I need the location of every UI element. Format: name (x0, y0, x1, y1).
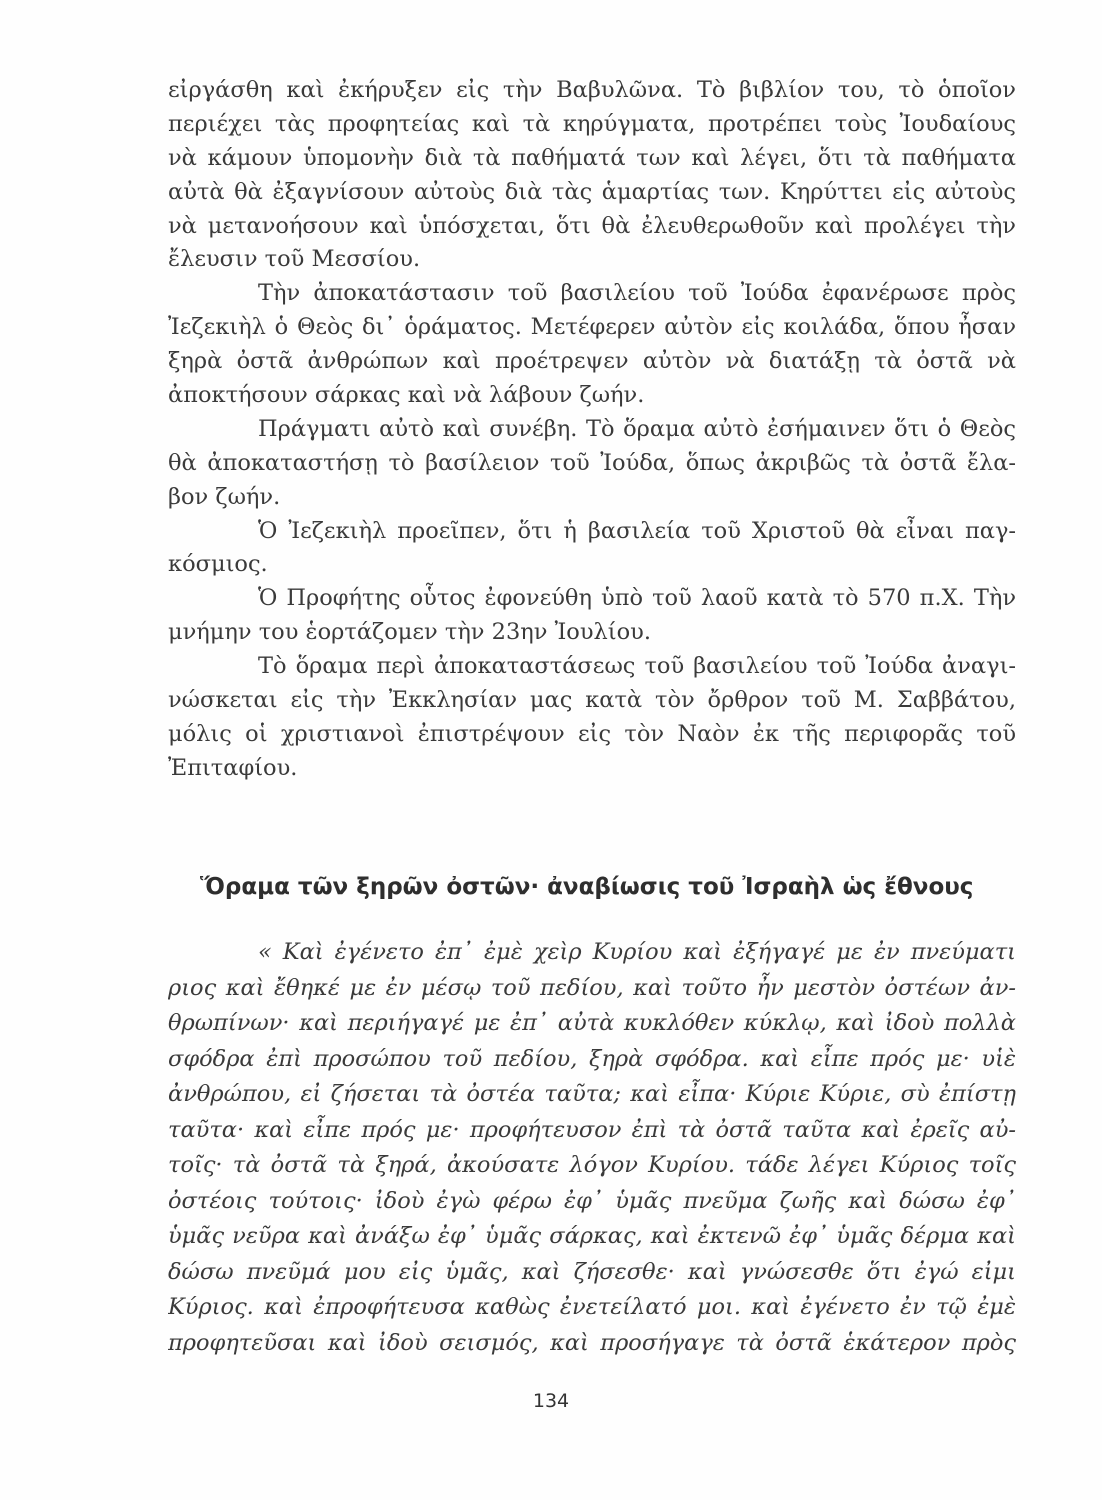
text-line: μνήμην του ἑορτάζομεν τὴν 23ην Ἰουλίου. (168, 619, 651, 646)
text-line: θὰ ἀποκαταστήσῃ τὸ βασίλειον τοῦ Ἰούδα, ὅπως ἀκριβῶς τὰ ὀστᾶ ἔλα- (168, 449, 1016, 476)
text-line: ξηρὰ ὀστᾶ ἀνθρώπων καὶ προέτρεψεν αὐτὸν νὰ διατάξῃ τὰ ὀστᾶ νὰ (168, 348, 1016, 375)
text-line: Ὁ Ἰεζεκιὴλ προεῖπεν, ὅτι ἡ βασιλεία τοῦ Χριστοῦ θὰ εἶναι παγ- (258, 517, 1016, 544)
text-line: νὰ κάμουν ὑπομονὴν διὰ τὰ παθήματά των καὶ λέγει, ὅτι τὰ παθήματα (168, 144, 1016, 171)
text-line: νὰ μετανοήσουν καὶ ὑπόσχεται, ὅτι θὰ ἐλευθερωθοῦν καὶ προλέγει τὴν (168, 212, 1016, 239)
page-number: 134 (532, 1390, 570, 1412)
quote-line: ριος καὶ ἔθηκέ με ἐν μέσῳ τοῦ πεδίου, καὶ τοῦτο ἦν μεστὸν ὀστέων ἀν- (168, 974, 1016, 1001)
quote-line: ὀστέοις τούτοις· ἰδοὺ ἐγὼ φέρω ἐφ᾽ ὑμᾶς πνεῦμα ζωῆς καὶ δώσω ἐφ᾽ (168, 1187, 1016, 1214)
text-line: Τὸ ὅραμα περὶ ἀποκαταστάσεως τοῦ βασιλείου τοῦ Ἰούδα ἀναγι- (258, 653, 1016, 680)
text-line: περιέχει τὰς προφητείας καὶ τὰ κηρύγματα, προτρέπει τοὺς Ἰουδαίους (168, 110, 1016, 137)
quote-line: Κύριος. καὶ ἐπροφήτευσα καθὼς ἐνετείλατό μοι. καὶ ἐγένετο ἐν τῷ ἐμὲ (168, 1294, 1016, 1320)
section-heading: Ὅραμα τῶν ξηρῶν ὀστῶν· ἀναβίωσις τοῦ Ἰσραὴλ ὡς ἔθνους (200, 874, 974, 900)
text-line: ἀποκτήσουν σάρκας καὶ νὰ λάβουν ζωήν. (168, 382, 645, 409)
text-line: αὐτὰ θὰ ἐξαγνίσουν αὐτοὺς διὰ τὰς ἁμαρτίας των. Κηρύττει εἰς αὐτοὺς (168, 178, 1016, 205)
quote-line: τοῖς· τὰ ὀστᾶ τὰ ξηρά, ἀκούσατε λόγον Κυρίου. τάδε λέγει Κύριος τοῖς (168, 1152, 1016, 1178)
body-text (168, 74, 1016, 786)
quote-line: δώσω πνεῦμά μου εἰς ὑμᾶς, καὶ ζήσεσθε· καὶ γνώσεσθε ὅτι ἐγώ εἰμι (168, 1258, 1016, 1285)
text-line: Ὁ Προφήτης οὗτος ἐφονεύθη ὑπὸ τοῦ λαοῦ κατὰ τὸ 570 π.Χ. Τὴν (258, 585, 1016, 612)
text-line: Ἐπιταφίου. (168, 754, 298, 781)
text-line: κόσμιος. (168, 551, 268, 578)
text-line: βον ζωήν. (168, 483, 281, 510)
quote-line: ταῦτα· καὶ εἶπε πρός με· προφήτευσον ἐπὶ τὰ ὀστᾶ ταῦτα καὶ ἐρεῖς αὐ- (168, 1116, 1016, 1143)
text-line: Πράγματι αὐτὸ καὶ συνέβη. Τὸ ὅραμα αὐτὸ ἐσήμαινεν ὅτι ὁ Θεὸς (258, 415, 1016, 442)
text-line: μόλις οἱ χριστιανοὶ ἐπιστρέψουν εἰς τὸν Ναὸν ἐκ τῆς περιφορᾶς τοῦ (168, 720, 1016, 747)
quote-line: ὑμᾶς νεῦρα καὶ ἀνάξω ἐφ᾽ ὑμᾶς σάρκας, καὶ ἐκτενῶ ἐφ᾽ ὑμᾶς δέρμα καὶ (168, 1223, 1016, 1249)
quote-line: σφόδρα ἐπὶ προσώπου τοῦ πεδίου, ξηρὰ σφόδρα. καὶ εἶπε πρός με· υἱὲ (168, 1045, 1016, 1072)
quote-line: προφητεῦσαι καὶ ἰδοὺ σεισμός, καὶ προσήγαγε τὰ ὀστᾶ ἑκάτερον πρὸς (168, 1329, 1016, 1356)
scripture-quote (168, 935, 1016, 1361)
text-line: Τὴν ἀποκατάστασιν τοῦ βασιλείου τοῦ Ἰούδα ἐφανέρωσε πρὸς (258, 280, 1016, 307)
quote-line: θρωπίνων· καὶ περιήγαγέ με ἐπ᾽ αὐτὰ κυκλόθεν κύκλῳ, καὶ ἰδοὺ πολλὰ (168, 1010, 1016, 1036)
text-line: εἰργάσθη καὶ ἐκήρυξεν εἰς τὴν Βαβυλῶνα. Τὸ βιβλίον του, τὸ ὁποῖον (168, 77, 1016, 103)
text-line: Ἰεζεκιὴλ ὁ Θεὸς δι᾽ ὁράματος. Μετέφερεν αὐτὸν εἰς κοιλάδα, ὅπου ἦσαν (168, 314, 1016, 341)
quote-line: « Καὶ ἐγένετο ἐπ᾽ ἐμὲ χεὶρ Κυρίου καὶ ἐξήγαγέ με ἐν πνεύματι (258, 939, 1016, 965)
text-line: ἔλευσιν τοῦ Μεσσίου. (168, 246, 421, 273)
text-line: νώσκεται εἰς τὴν Ἐκκλησίαν μας κατὰ τὸν ὄρθρον τοῦ Μ. Σαββάτου, (168, 687, 1016, 714)
quote-line: ἀνθρώπου, εἰ ζήσεται τὰ ὀστέα ταῦτα; καὶ εἶπα· Κύριε Κύριε, σὺ ἐπίστῃ (168, 1081, 1016, 1107)
